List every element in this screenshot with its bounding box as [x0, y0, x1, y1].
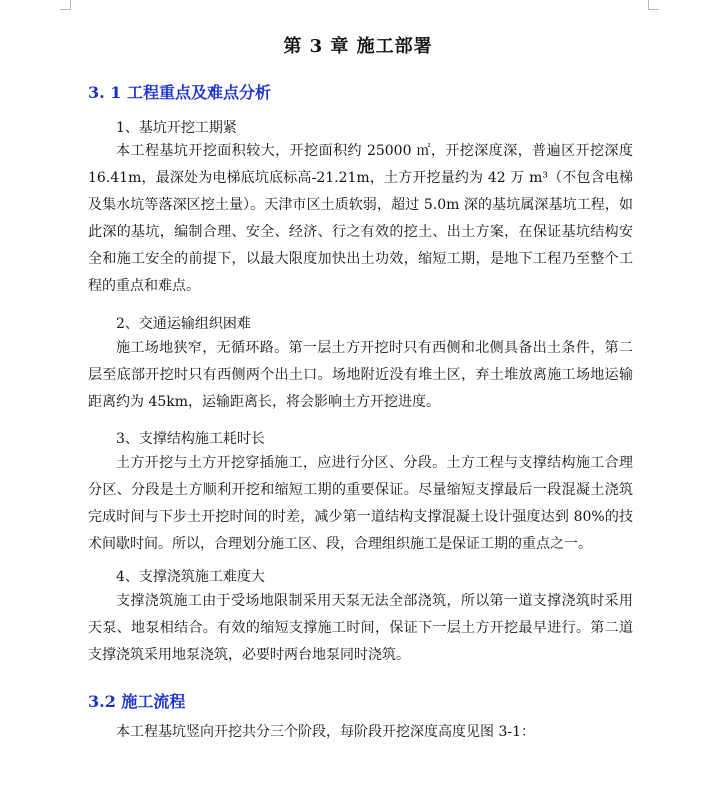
item-heading-2: 2、交通运输组织困难 [116, 316, 251, 332]
item-paragraph-1: 本工程基坑开挖面积较大，开挖面积约 25000 ㎡，开挖深度深，普遍区开挖深度 16.41m，最深处为电梯底坑底标高-21.21m，土方开挖量约为 42 万 m³（不包含电梯及集水坑等落深区挖土量）。天津市区土质软弱，超过 5.0m 深的基坑属深基坑工程，如此深的基坑，编制合理、安全、经济、行之有效的挖土、出土方案，在保证基坑结构安全和施工安全的前提下，以最大限度加快出土功效，缩短工期，是地下工程乃至整个工程的重点和难点。 [88, 143, 633, 294]
section-paragraph-3-2: 本工程基坑竖向开挖共分三个阶段，每阶段开挖深度高度见图 3-1： [116, 724, 535, 740]
item-paragraph-2: 施工场地狭窄，无循环路。第一层土方开挖时只有西侧和北侧具备出土条件，第二层至底部开挖时只有西侧两个出土口。场地附近没有堆土区，弃土堆放离施工场地运输距离约为 45km，运输距离长，将会影响土方开挖进度。 [88, 340, 633, 410]
item-heading-3: 3、支撑结构施工耗时长 [116, 431, 265, 447]
item-paragraph-3: 土方开挖与土方开挖穿插施工，应进行分区、分段。土方工程与支撑结构施工合理分区、分段是土方顺利开挖和缩短工期的重要保证。尽量缩短支撑最后一段混凝土浇筑完成时间与下步土开挖时间的时差，减少第一道结构支撑混凝土设计强度达到 80%的技术间歇时间。所以，合理划分施工区、段，合理组织施工是保证工期的重点之一。 [88, 455, 633, 552]
margin-corner-mark [648, 0, 659, 10]
margin-corner-mark [60, 0, 71, 10]
section-heading-3-1: 3. 1 工程重点及难点分析 [88, 83, 271, 102]
section-heading-3-2: 3.2 施工流程 [88, 692, 186, 711]
item-heading-4: 4、支撑浇筑施工难度大 [116, 569, 265, 585]
chapter-title: 第 3 章 施工部署 [283, 36, 433, 57]
item-paragraph-4: 支撑浇筑施工由于受场地限制采用天泵无法全部浇筑，所以第一道支撑浇筑时采用天泵、地泵相结合。有效的缩短支撑施工时间，保证下一层土方开挖最早进行。第二道支撑浇筑采用地泵浇筑，必要时两台地泵同时浇筑。 [88, 593, 633, 663]
item-heading-1: 1、基坑开挖工期紧 [116, 120, 237, 136]
